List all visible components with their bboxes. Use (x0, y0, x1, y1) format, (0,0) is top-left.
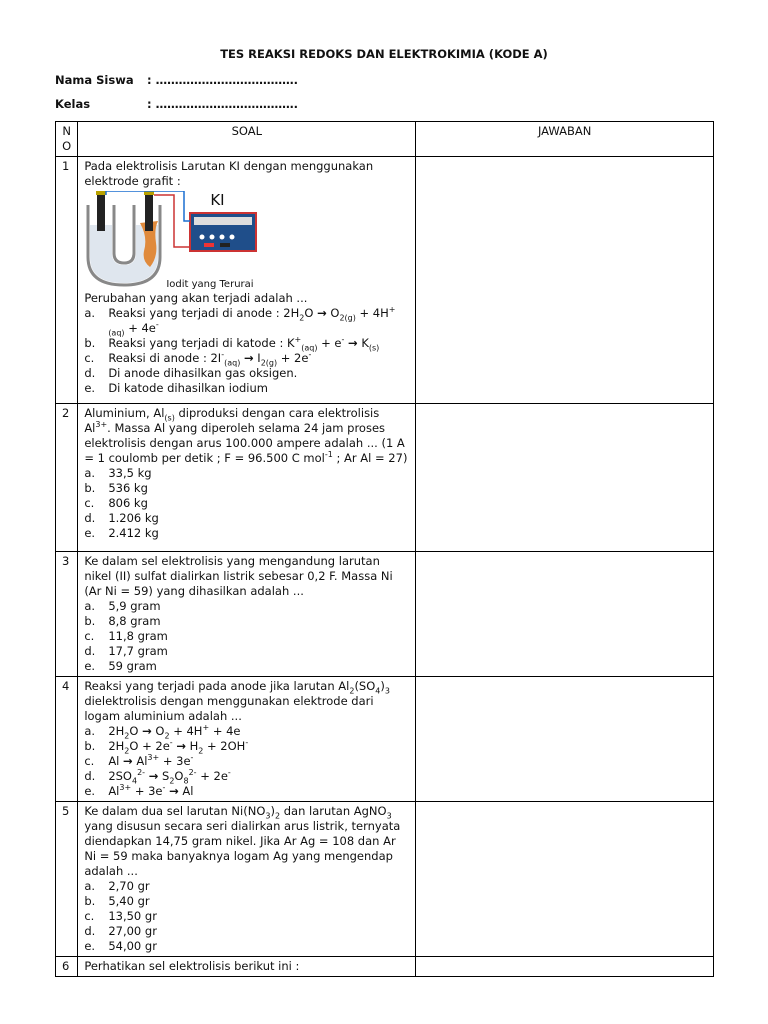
question-text: Pada elektrolisis Larutan KI dengan menggunakan elektrode grafit : (84, 159, 374, 188)
question-number: 3 (56, 552, 78, 677)
option-item: b. 536 kg (84, 481, 148, 495)
option-item: e. 2.412 kg (84, 526, 159, 540)
electrolysis-figure (84, 191, 264, 289)
option-item: a. 2,70 gr (84, 879, 150, 893)
option-item: c. 11,8 gram (84, 629, 168, 643)
document-title: TES REAKSI REDOKS DAN ELEKTROKIMIA (KODE A) (220, 47, 548, 61)
question-number: 5 (56, 802, 78, 957)
question-number: 2 (56, 404, 78, 552)
question-number: 6 (56, 957, 78, 977)
question-cell (78, 157, 416, 404)
table-row (56, 157, 714, 404)
option-item: c. 806 kg (84, 496, 148, 510)
option-item: a. $2H_2O \to O_2 + 4H^+ + 4e$ (84, 723, 241, 741)
question-number: 4 (56, 677, 78, 802)
question-table (55, 121, 714, 977)
option-item: e. 54,00 gr (84, 939, 157, 953)
table-row (56, 404, 714, 552)
option-item: a. 33,5 kg (84, 466, 152, 480)
question-cell (78, 677, 416, 802)
option-item: e. 59 gram (84, 659, 157, 673)
option-item: b. 8,8 gram (84, 614, 161, 628)
table-row (56, 552, 714, 677)
option-list (84, 724, 409, 799)
class-label: Kelas (55, 97, 91, 111)
question-text: Reaksi yang terjadi pada anode jika larutan $Al_2(SO_4)_3$ dielektrolisis dengan menggunakan elektrode dari logam aluminium adalah ... (84, 679, 390, 723)
question-cell (78, 552, 416, 677)
question-text: Ke dalam dua sel larutan $Ni(NO_3)_2$ dan larutan AgNO$_3$ yang disusun secara seri dialirkan arus listrik, ternyata diendapkan 14,75 gram nikel. Jika Ar Ag = 108 dan Ar Ni = 59 maka banyaknya logam Ag yang mengendap adalah ... (84, 804, 401, 878)
student-name-value: : ………………………………. (147, 73, 298, 87)
question-number: 1 (56, 157, 78, 404)
option-item: d. Di anode dihasilkan gas oksigen. (84, 366, 298, 380)
figure-ki-label: KI (210, 191, 225, 209)
question-cell (78, 957, 416, 977)
option-item: c. $Al \to Al^{3+} + 3e^-$ (84, 753, 194, 768)
option-item: e. $Al^{3+} + 3e^- \to Al$ (84, 783, 194, 798)
header-jawaban: JAWABAN (416, 122, 714, 157)
option-item: d. 27,00 gr (84, 924, 157, 938)
student-name-row (55, 73, 298, 88)
option-item: a. 5,9 gram (84, 599, 161, 613)
option-item: d. 17,7 gram (84, 644, 168, 658)
answer-cell[interactable] (416, 957, 714, 977)
option-item: e. Di katode dihasilkan iodium (84, 381, 268, 395)
option-item: d. $2SO_4^{2-} \to S_2O_8^{2-} + 2e^-$ (84, 768, 231, 786)
answer-cell[interactable] (416, 157, 714, 404)
answer-cell[interactable] (416, 677, 714, 802)
header-no: N O (56, 122, 78, 157)
table-row (56, 957, 714, 977)
question-prompt: Perubahan yang akan terjadi adalah ... (84, 291, 308, 305)
figure-caption: Iodit yang Terurai (166, 279, 254, 290)
option-item: b. $2H_2O + 2e^- \to H_2 + 2OH^-$ (84, 738, 249, 756)
student-name-label: Nama Siswa (55, 73, 134, 87)
table-row (56, 677, 714, 802)
class-row (55, 97, 298, 112)
answer-cell[interactable] (416, 404, 714, 552)
question-text: Ke dalam sel elektrolisis yang mengandung larutan nikel (II) sulfat dialirkan listrik sebesar 0,2 F. Massa Ni (Ar Ni = 59) yang dihasilkan adalah ... (84, 554, 393, 598)
table-header-row (56, 122, 714, 157)
table-row (56, 802, 714, 957)
option-list (84, 879, 409, 954)
u-tube-electrolysis-diagram (84, 191, 264, 289)
option-item: c. Reaksi di anode : $2I^-_{(aq)} \to I_{2(g)} + 2e^-$ (84, 350, 312, 368)
option-list (84, 466, 409, 541)
option-list (84, 306, 409, 396)
question-cell (78, 404, 416, 552)
question-text: Perhatikan sel elektrolisis berikut ini : (84, 959, 300, 973)
option-item: c. 13,50 gr (84, 909, 157, 923)
question-cell (78, 802, 416, 957)
answer-cell[interactable] (416, 552, 714, 677)
question-text: Aluminium, $Al_{(s)}$ diproduksi dengan cara elektrolisis $Al^{3+}$. Massa Al yang diperoleh selama 24 jam proses elektrolisis dengan arus 100.000 ampere adalah ... (1 A = 1 coulomb per detik ; F = 96.500 C mol$^{-1}$ ; Ar Al = 27) (84, 406, 408, 465)
answer-cell[interactable] (416, 802, 714, 957)
option-list (84, 599, 409, 674)
option-item: a. Reaksi yang terjadi di anode : $2H_2O \to O_{2(g)} + 4H^+_{(aq)} + 4e^-$ (84, 305, 396, 338)
header-soal: SOAL (78, 122, 416, 157)
option-item: b. Reaksi yang terjadi di katode : $K^+_{(aq)} + e^- \to K_{(s)}$ (84, 335, 380, 353)
option-item: b. 5,40 gr (84, 894, 150, 908)
class-value: : ………………………………. (147, 97, 298, 111)
option-item: d. 1.206 kg (84, 511, 159, 525)
